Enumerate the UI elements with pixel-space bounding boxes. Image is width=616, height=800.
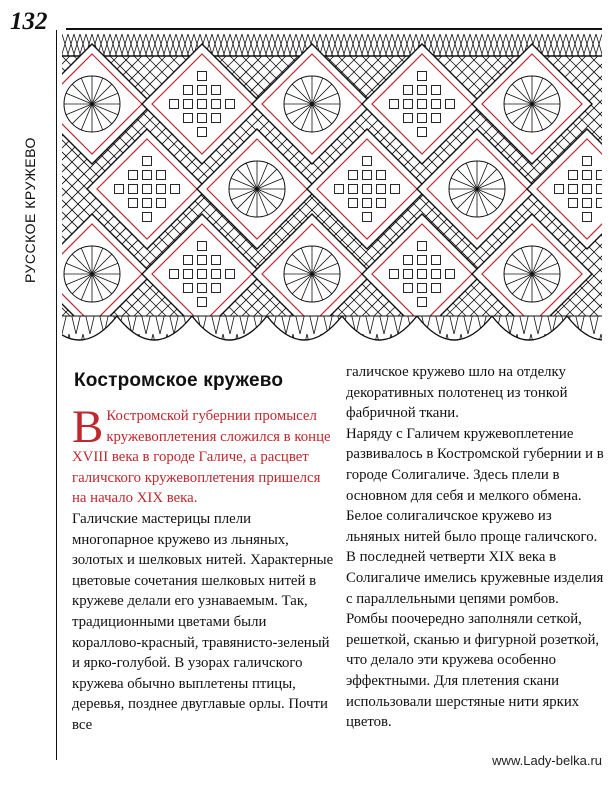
- section-label: РУССКОЕ КРУЖЕВО: [22, 137, 38, 283]
- footer-site: www.Lady-belka.ru: [492, 753, 602, 768]
- lace-pattern-illustration: [62, 34, 602, 354]
- body-paragraph-4: В последней четверти XIX века в Солигаличе имелись кружевные изделия с параллельными цепями ромбов. Ромбы поочередно заполняли сеткой, решеткой, сканью и фигурной розеткой, что делало эти кружева особенно эффектными. Для плетения скани использовали шерстяные нити ярких цветов.: [346, 549, 604, 731]
- page-number: 132: [10, 8, 48, 35]
- lead-paragraph: [72, 401, 334, 509]
- text-column-right: [346, 362, 604, 733]
- drop-cap: В: [72, 401, 104, 453]
- body-paragraph-1: Галичские мастерицы плели многопарное кружево из льняных, золотых и шелковых нитей. Характерные цветовые сочетания шелковых нитей в кружеве делали его узнаваемым. Так, традиционными цветами были кораллово-красный, травянисто-зеленый и ярко-голубой. В узорах галичского кружева обычно выплетены птицы, деревья, позднее двуглавые орлы. Почти все: [72, 510, 334, 733]
- text-column-left: [72, 401, 334, 736]
- side-rule: [56, 30, 57, 760]
- body-paragraph-3: Наряду с Галичем кружевоплетение развивалось в Костромской губернии и в городе Солигаличе. Здесь плели в основном для себя и мелкого обмена. Белое солигаличское кружево из льняных нитей было проще галичского.: [346, 425, 604, 545]
- header-rule: [66, 28, 602, 30]
- article-title: Костромское кружево: [74, 370, 284, 391]
- lead-text: Костромской губернии промысел кружевоплетения сложился в конце XVIII века в городе Галиче, а расцвет галичского кружевоплетения пришелся на начало XIX века.: [72, 408, 331, 507]
- body-paragraph-2: галичское кружево шло на отделку декоративных полотенец из тонкой фабричной ткани.: [346, 364, 568, 422]
